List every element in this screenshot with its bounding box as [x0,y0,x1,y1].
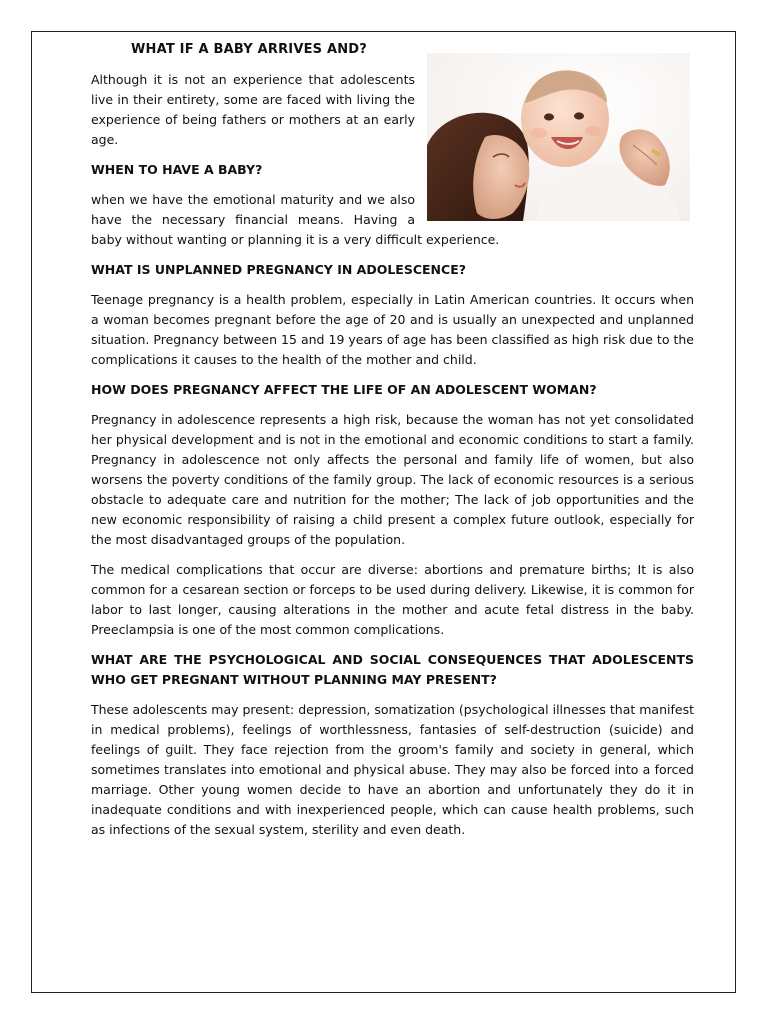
section-heading-consequences: WHAT ARE THE PSYCHOLOGICAL AND SOCIAL CONSEQUENCES THAT ADOLESCENTS WHO GET PREGNANT WITHOUT PLANNING MAY PRESENT? [91,652,694,687]
section-paragraph-consequences: These adolescents may present: depression, somatization (psychological illnesses that manifest in medical problems), feelings of worthlessness, fantasies of self-destruction (suicide) and feelings of guilt. They face rejection from the groom's family and society in general, which sometimes translates into emotional and physical abuse. They may also be forced into a forced marriage. Other young women decide to have an abortion and unfortunately they do it in inadequate conditions and with inexperienced people, which can cause health problems, such as infections of the sexual system, sterility and even death. [91,702,694,837]
section-paragraph-affect-1: Pregnancy in adolescence represents a high risk, because the woman has not yet consolidated her physical development and is not in the emotional and economic conditions to start a family. Pregnancy in adolescence not only affects the personal and family life of women, but also worsens the poverty conditions of the family group. The lack of economic resources is a serious obstacle to adequate care and nutrition for the mother; The lack of job opportunities and the new economic responsibility of raising a child present a complex future outlook, especially for the most disadvantaged groups of the population. [91,412,694,547]
document-title: WHAT IF A BABY ARRIVES AND? [131,42,368,57]
section-paragraph-affect-2: The medical complications that occur are diverse: abortions and premature births; It is also common for a cesarean section or forceps to be used during delivery. Likewise, it is common for labor to last longer, causing alterations in the mother and acute fetal distress in the baby. Preeclampsia is one of the most common complications. [91,562,694,637]
section-heading-unplanned: WHAT IS UNPLANNED PREGNANCY IN ADOLESCENCE? [91,262,466,277]
section-paragraph-when-lead: when we have the emotional maturity and we also have the necessary financial means. Having a [91,192,415,227]
document-body [91,40,694,850]
intro-paragraph: Although it is not an experience that adolescents live in their entirety, some are faced with living the experience of being fathers or mothers at an early age. [91,72,415,147]
section-paragraph-when-tail: baby without wanting or planning it is a very difficult experience. [91,232,500,247]
section-paragraph-unplanned: Teenage pregnancy is a health problem, especially in Latin American countries. It occurs when a woman becomes pregnant before the age of 20 and is usually an unexpected and unplanned situation. Pregnancy between 15 and 19 years of age has been classified as high risk due to the complications it causes to the health of the mother and child. [91,292,694,367]
section-heading-when: WHEN TO HAVE A BABY? [91,162,263,177]
section-paragraph-when [91,190,694,250]
section-heading-affect: HOW DOES PREGNANCY AFFECT THE LIFE OF AN ADOLESCENT WOMAN? [91,382,597,397]
section-paragraph-when-text [91,190,694,250]
